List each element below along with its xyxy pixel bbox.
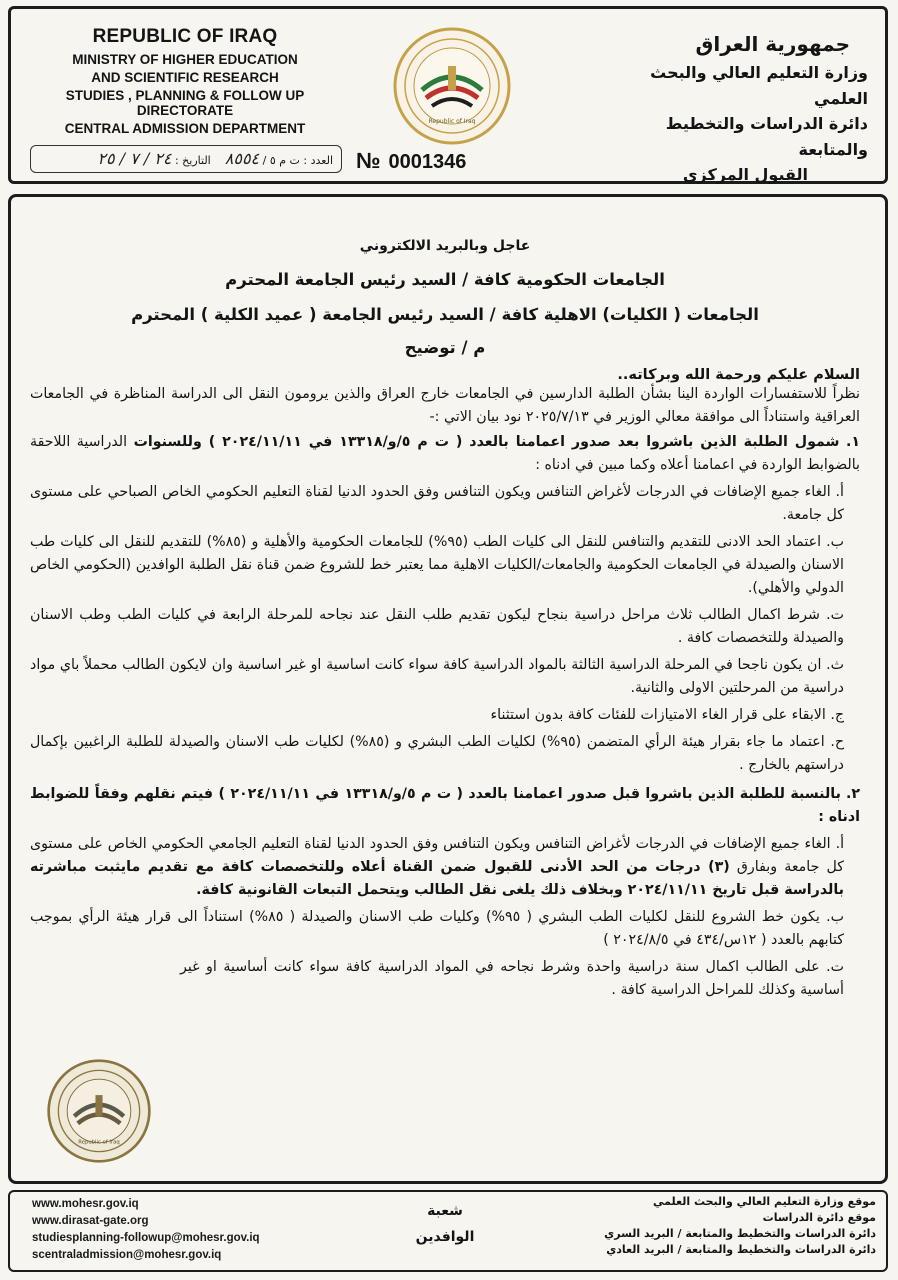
item-1-rest: الدراسية اللاحقة بالضوابط الواردة في اعمامنا أعلاه وكما مبين في ادناه : [30, 434, 860, 473]
header-en-line3: AND SCIENTIFIC RESEARCH [91, 70, 279, 85]
ref-date-label: التاريخ : [174, 154, 211, 167]
sub-text: ان يكون ناجحا في المرحلة الدراسية الثالثة بالمواد الدراسية كافة سواء كانت اساسية او غير اساسية وان لايكون الطالب محملاً باي مواد دراسية من المرحلتين الاولى والثانية. [30, 657, 844, 696]
footer-section-line1: شعبة [427, 1203, 463, 1219]
item-1-sub-a [30, 481, 860, 527]
header-english [20, 26, 350, 136]
ref-date-value: ٢٤ / ٧ / ٢٥ [97, 149, 172, 168]
footer-label-2: موقع دائرة الدراسات [762, 1211, 876, 1224]
ref-number-value: ٨٥٥٤ [224, 149, 260, 168]
doc-number-value: 0001346 [388, 151, 467, 173]
footer-website-2[interactable]: www.dirasat-gate.org [32, 1215, 149, 1227]
ref-number-label: العدد : ت م ٥ / [262, 154, 333, 167]
sub-label: ب. [826, 534, 844, 550]
item-1-sub-th [30, 654, 860, 700]
item-1-number: ١. [845, 434, 861, 450]
footer-label-1: موقع وزارة التعليم العالي والبحث العلمي [653, 1195, 876, 1208]
header-en-line4: STUDIES , PLANNING & FOLLOW UP DIRECTORATE [65, 88, 305, 118]
header-ar-line4: القبول المركزي [682, 165, 808, 185]
intro-paragraph: نظراً للاستفسارات الواردة الينا بشأن الطلبة الدارسين في الجامعات خارج العراق والذين يرومون النقل الى الدراسة المناظرة في الجامعات العراقية واستناداً الى موافقة معالي الوزير في ٢٠٢٥/٧/١٣ نود بيان الاتي :- [30, 386, 860, 425]
recipient-line-1: الجامعات الحكومية كافة / السيد رئيس الجامعة المحترم [225, 270, 665, 289]
letter-content [30, 238, 860, 1002]
subject-line: م / توضيح [404, 338, 486, 357]
footer-label-4: دائرة الدراسات والتخطيط والمتابعة / البريد العادي [606, 1243, 876, 1256]
header-en-line1: REPUBLIC OF IRAQ [92, 26, 278, 47]
sub-text: الغاء جميع الإضافات في الدرجات لأغراض التنافس ويكون التنافس وفق الحدود الدنيا لقناة التعليم الحكومي الخاص الصباحي على مستوى كل جامعة. [30, 484, 844, 523]
footer-email-2[interactable]: scentraladmission@mohesr.gov.iq [32, 1249, 222, 1261]
header-en-line5: CENTRAL ADMISSION DEPARTMENT [64, 121, 306, 136]
sub-text: شرط اكمال الطالب ثلاث مراحل دراسية بنجاح ليكون تقديم طلب النقل عند نجاحه للمرحلة الرابعة في كليات الطب وطب الاسنان والصيدلة وللتخصصات كافة . [30, 607, 844, 646]
footer-section-line2: الوافدين [415, 1229, 475, 1245]
header-en-line2: MINISTRY OF HIGHER EDUCATION [72, 52, 298, 67]
item-1-sub-j [30, 704, 860, 727]
item-2-sub-t [30, 956, 860, 1002]
ministry-seal-icon [392, 26, 512, 146]
recipient-line-2: الجامعات ( الكليات) الاهلية كافة / السيد رئيس الجامعة ( عميد الكلية ) المحترم [131, 305, 759, 324]
sub-text: الابقاء على قرار الغاء الامتيازات للفئات كافة بدون استثناء [490, 707, 826, 723]
sub-label: ح. [830, 734, 844, 750]
numero-sign: № [356, 148, 381, 173]
item-2 [30, 783, 860, 829]
sub-label: ت. [826, 607, 844, 623]
item-2-heading: بالنسبة للطلبة الذين باشروا قبل صدور اعمامنا بالعدد ( ت م ٥/و/١٣٣١٨ في ٢٠٢٤/١١/١١ ) فيتم نقلهم وفقاً للضوابط ادناه : [30, 786, 860, 825]
sub-label: ت. [826, 959, 844, 975]
urgent-note: عاجل وبالبريد الالكتروني [359, 238, 531, 254]
header-ar-line2: وزارة التعليم العالي والبحث العلمي [650, 63, 868, 108]
item-2-sub-a [30, 833, 860, 902]
item-1-sub-t [30, 604, 860, 650]
footer-email-1[interactable]: studiesplanning-followup@mohesr.gov.iq [32, 1232, 260, 1244]
document-number [356, 148, 466, 174]
header-ar-line1: جمهورية العراق [695, 32, 850, 56]
sub-text-bold: (٣) درجات من الحد الأدنى للقبول ضمن القناة أعلاه وللتخصصات كافة مع تقديم مايثبت مباشرته بالدراسة قبل تاريخ ٢٠٢٤/١١/١١ وبخلاف ذلك يلغى نقل الطالب ويتحمل التبعات القانونية كافة. [30, 859, 844, 898]
svg-text:Republic of Iraq: Republic of Iraq [428, 118, 476, 125]
svg-text:Republic of Iraq: Republic of Iraq [78, 1139, 120, 1146]
sub-text: الغاء جميع الإضافات في الدرجات لأغراض التنافس ويكون التنافس وفق الحدود الدنيا لقناة التعليم الجامعي الحكومي الخاص على مستوى كل جامعة وبفارق [30, 836, 845, 875]
item-1 [30, 431, 860, 477]
header-arabic [608, 28, 868, 188]
sub-label: ب. [826, 909, 844, 925]
sub-text: اعتماد الحد الادنى للتقديم والتنافس للنقل الى كليات الطب (٩٥%) للجامعات الحكومية والأهلية و (٨٥%) للتقديم للنقل الى كليات طب الاسنان والصيدلة في الجامعات الحكومية والجامعات/الكليات الاهلية مما يعتبر خط للشروع ضمن قناة نقل الطلبة الوافدين (الحكومي الخاص الدولي والأهلي). [30, 534, 844, 596]
sub-label: أ. [835, 836, 845, 852]
footer-labels [556, 1194, 876, 1258]
item-1-heading: شمول الطلبة الذين باشروا بعد صدور اعمامنا بالعدد ( ت م ٥/و/١٣٣١٨ في ٢٠٢٤/١١/١١ ) وللسنوات [133, 434, 840, 450]
greeting: السلام عليكم ورحمة الله وبركاته.. [617, 367, 860, 383]
item-2-sub-b [30, 906, 860, 952]
footer-website-1[interactable]: www.mohesr.gov.iq [32, 1198, 139, 1210]
sub-text: على الطالب اكمال سنة دراسية واحدة وشرط نجاحه في المواد الدراسية كافة سواء كانت أساسية او غير أساسية وكذلك للمراحل الدراسية كافة . [180, 959, 844, 998]
sub-label: ث. [826, 657, 844, 673]
footer-contacts [32, 1196, 332, 1264]
sub-label: ج. [830, 707, 844, 723]
sub-text: اعتماد ما جاء بقرار هيئة الرأي المتضمن (٩٥%) لكليات الطب البشري و (٨٥%) لكليات طب الاسنان والصيدلة للطلبة الراغبين بإكمال دراستهم بالخارج . [30, 734, 844, 773]
item-1-sub-b [30, 531, 860, 600]
sub-text: يكون خط الشروع للنقل لكليات الطب البشري ( ٩٥%) وكليات طب الاسنان والصيدلة ( ٨٥%) استناداً الى قرار هيئة الرأي بموجب كتابهم بالعدد ( ١٢س/٤٣٤ في ٢٠٢٤/٨/٥ ) [30, 909, 844, 948]
item-1-sub-h [30, 731, 860, 777]
item-2-number: ٢. [845, 786, 860, 802]
footer-label-3: دائرة الدراسات والتخطيط والمتابعة / البريد السري [604, 1227, 876, 1240]
sub-label: أ. [835, 484, 844, 500]
footer-section [400, 1198, 490, 1250]
reference-box [30, 145, 342, 173]
ministry-stamp-icon [46, 1058, 152, 1164]
header-ar-line3: دائرة الدراسات والتخطيط والمتابعة [665, 114, 868, 159]
